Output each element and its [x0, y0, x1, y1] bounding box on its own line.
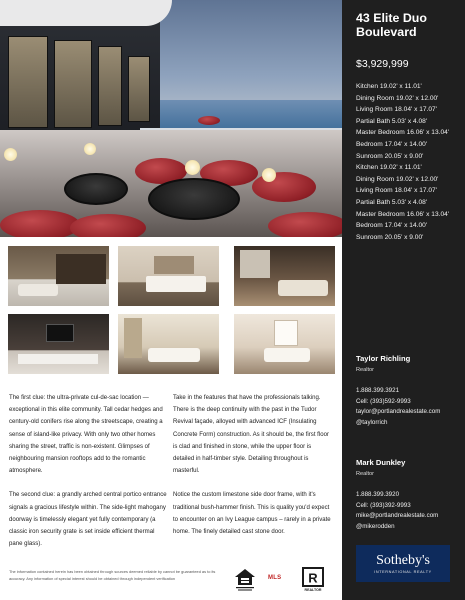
room-item: Dining Room 19.02' x 12.00': [356, 175, 439, 183]
hero-pouf: [268, 212, 342, 237]
room-item: Kitchen 19.02' x 11.01': [356, 164, 422, 172]
brand-name: Sotheby's: [376, 553, 430, 568]
hero-window: [8, 36, 48, 128]
room-item: Partial Bath 5.03' x 4.08': [356, 117, 428, 125]
hero-lamp: [4, 148, 17, 161]
body-paragraph: Notice the custom limestone side door frame, with it's traditional bush-hammer finish. This is quality you'd expect to encounter on an Ivy League campus – rarely in a private home. The finely detailed cast stone door.: [173, 492, 331, 536]
agent-name: Taylor Richling: [356, 354, 411, 363]
room-item: Bedroom 17.04' x 14.00': [356, 222, 428, 230]
agent-email[interactable]: mike@portlandrealestate.com: [356, 512, 439, 520]
room-item: Bedroom 17.04' x 14.00': [356, 140, 428, 148]
agent-role: Realtor: [356, 471, 375, 477]
listing-title: 43 Elite Duo Boulevard: [356, 11, 427, 39]
agent-cell[interactable]: Cell: (393)392-9993: [356, 501, 411, 509]
room-item: Living Room 18.04' x 17.07': [356, 187, 437, 195]
hero-lamp: [185, 160, 200, 175]
realtor-logo: [301, 567, 325, 592]
agent-card: [356, 458, 464, 532]
thumbnail-photo-lounge: [234, 314, 335, 374]
room-item: Sunroom 20.05' x 9.00': [356, 233, 424, 241]
hero-lamp: [84, 143, 96, 155]
thumbnail-photo-bedroom: [118, 246, 219, 306]
body-paragraph: The first clue: the ultra-private cul-de-sac location — exceptional in this elite community. Tall cedar hedges and century-old conifers rise along the streetscape, creating a sense of island-like privacy. With only two other homes sharing the street, traffic is non-existent. Glimpses of neighbouring mansion rooftops add to the romantic atmosphere.: [9, 395, 163, 475]
agent-card: [356, 354, 464, 428]
agent-email[interactable]: taylor@portlandrealestate.com: [356, 408, 441, 416]
brand-tagline: INTERNATIONAL REALTY: [374, 570, 432, 574]
realtor-label: REALTOR: [304, 588, 322, 592]
hero-lamp: [262, 168, 276, 182]
thumbnail-photo-sitting-room: [118, 314, 219, 374]
hero-window: [98, 46, 122, 126]
sothebys-logo: [356, 545, 450, 582]
footer-disclaimer: The information contained herein has been obtained through sources deemed reliable by cannot be guaranteed as to its accuracy. Any information of special interest should be obtained through independent verification: [9, 569, 216, 581]
hero-roof: [0, 0, 172, 26]
agent-phone[interactable]: 1.888.399.3920: [356, 491, 400, 498]
hero-pouf: [70, 214, 146, 237]
body-column-left: [9, 392, 167, 550]
agent-handle[interactable]: @mikerodden: [356, 522, 395, 530]
thumbnail-photo-master-suite: [234, 246, 335, 306]
room-item: Kitchen 19.02' x 11.01': [356, 83, 422, 90]
agent-phone[interactable]: 1.888.399.3921: [356, 387, 400, 394]
hero-pouf: [0, 210, 80, 237]
agent-handle[interactable]: @taylorrich: [356, 418, 388, 426]
body-paragraph: The second clue: a grandly arched central portico entrance signals a gracious lifestyle within. The side-light mahogany doorway is timelessly elegant yet fully contemporary (a classic iron security grate is set inside efficient thermal pane glass).: [9, 492, 167, 548]
mls-logo: MLS: [268, 575, 282, 581]
equal-housing-opportunity-icon: [234, 568, 256, 592]
svg-text:R: R: [308, 570, 318, 586]
thumbnail-photo-living-room: [8, 246, 109, 306]
listing-price: $3,929,999: [356, 58, 409, 70]
body-paragraph: Take in the features that have the professionals talking. There is the deep continuity with the past in the Tudor Revival façade, alloyed with advanced ICF (Insulating Concrete Form) construction. As it should be, the first floor is clad and finished in stone, while the upper floor is detailed in half-timber style. Detailing throughout is masterful.: [173, 395, 329, 475]
room-item: Sunroom 20.05' x 9.00': [356, 152, 424, 160]
agent-name: Mark Dunkley: [356, 458, 406, 467]
hero-table: [148, 178, 240, 220]
hero-window: [54, 40, 92, 128]
agent-cell[interactable]: Cell: (393)592-9993: [356, 397, 411, 405]
room-item: Master Bedroom 16.06' x 13.04': [356, 129, 450, 137]
hero-table: [64, 173, 128, 205]
room-item: Dining Room 19.02' x 12.00': [356, 94, 439, 102]
sidebar: [342, 0, 465, 600]
room-item: Master Bedroom 16.06' x 13.04': [356, 210, 450, 218]
hero-photo: [0, 0, 342, 237]
room-item: Living Room 18.04' x 17.07': [356, 106, 437, 114]
room-item: Partial Bath 5.03' x 4.08': [356, 198, 428, 206]
hero-pouf: [198, 116, 220, 125]
agent-role: Realtor: [356, 367, 375, 373]
body-column-right: [173, 392, 331, 538]
thumbnail-photo-media-room: [8, 314, 109, 374]
room-list: [356, 81, 449, 243]
hero-window: [128, 56, 150, 122]
